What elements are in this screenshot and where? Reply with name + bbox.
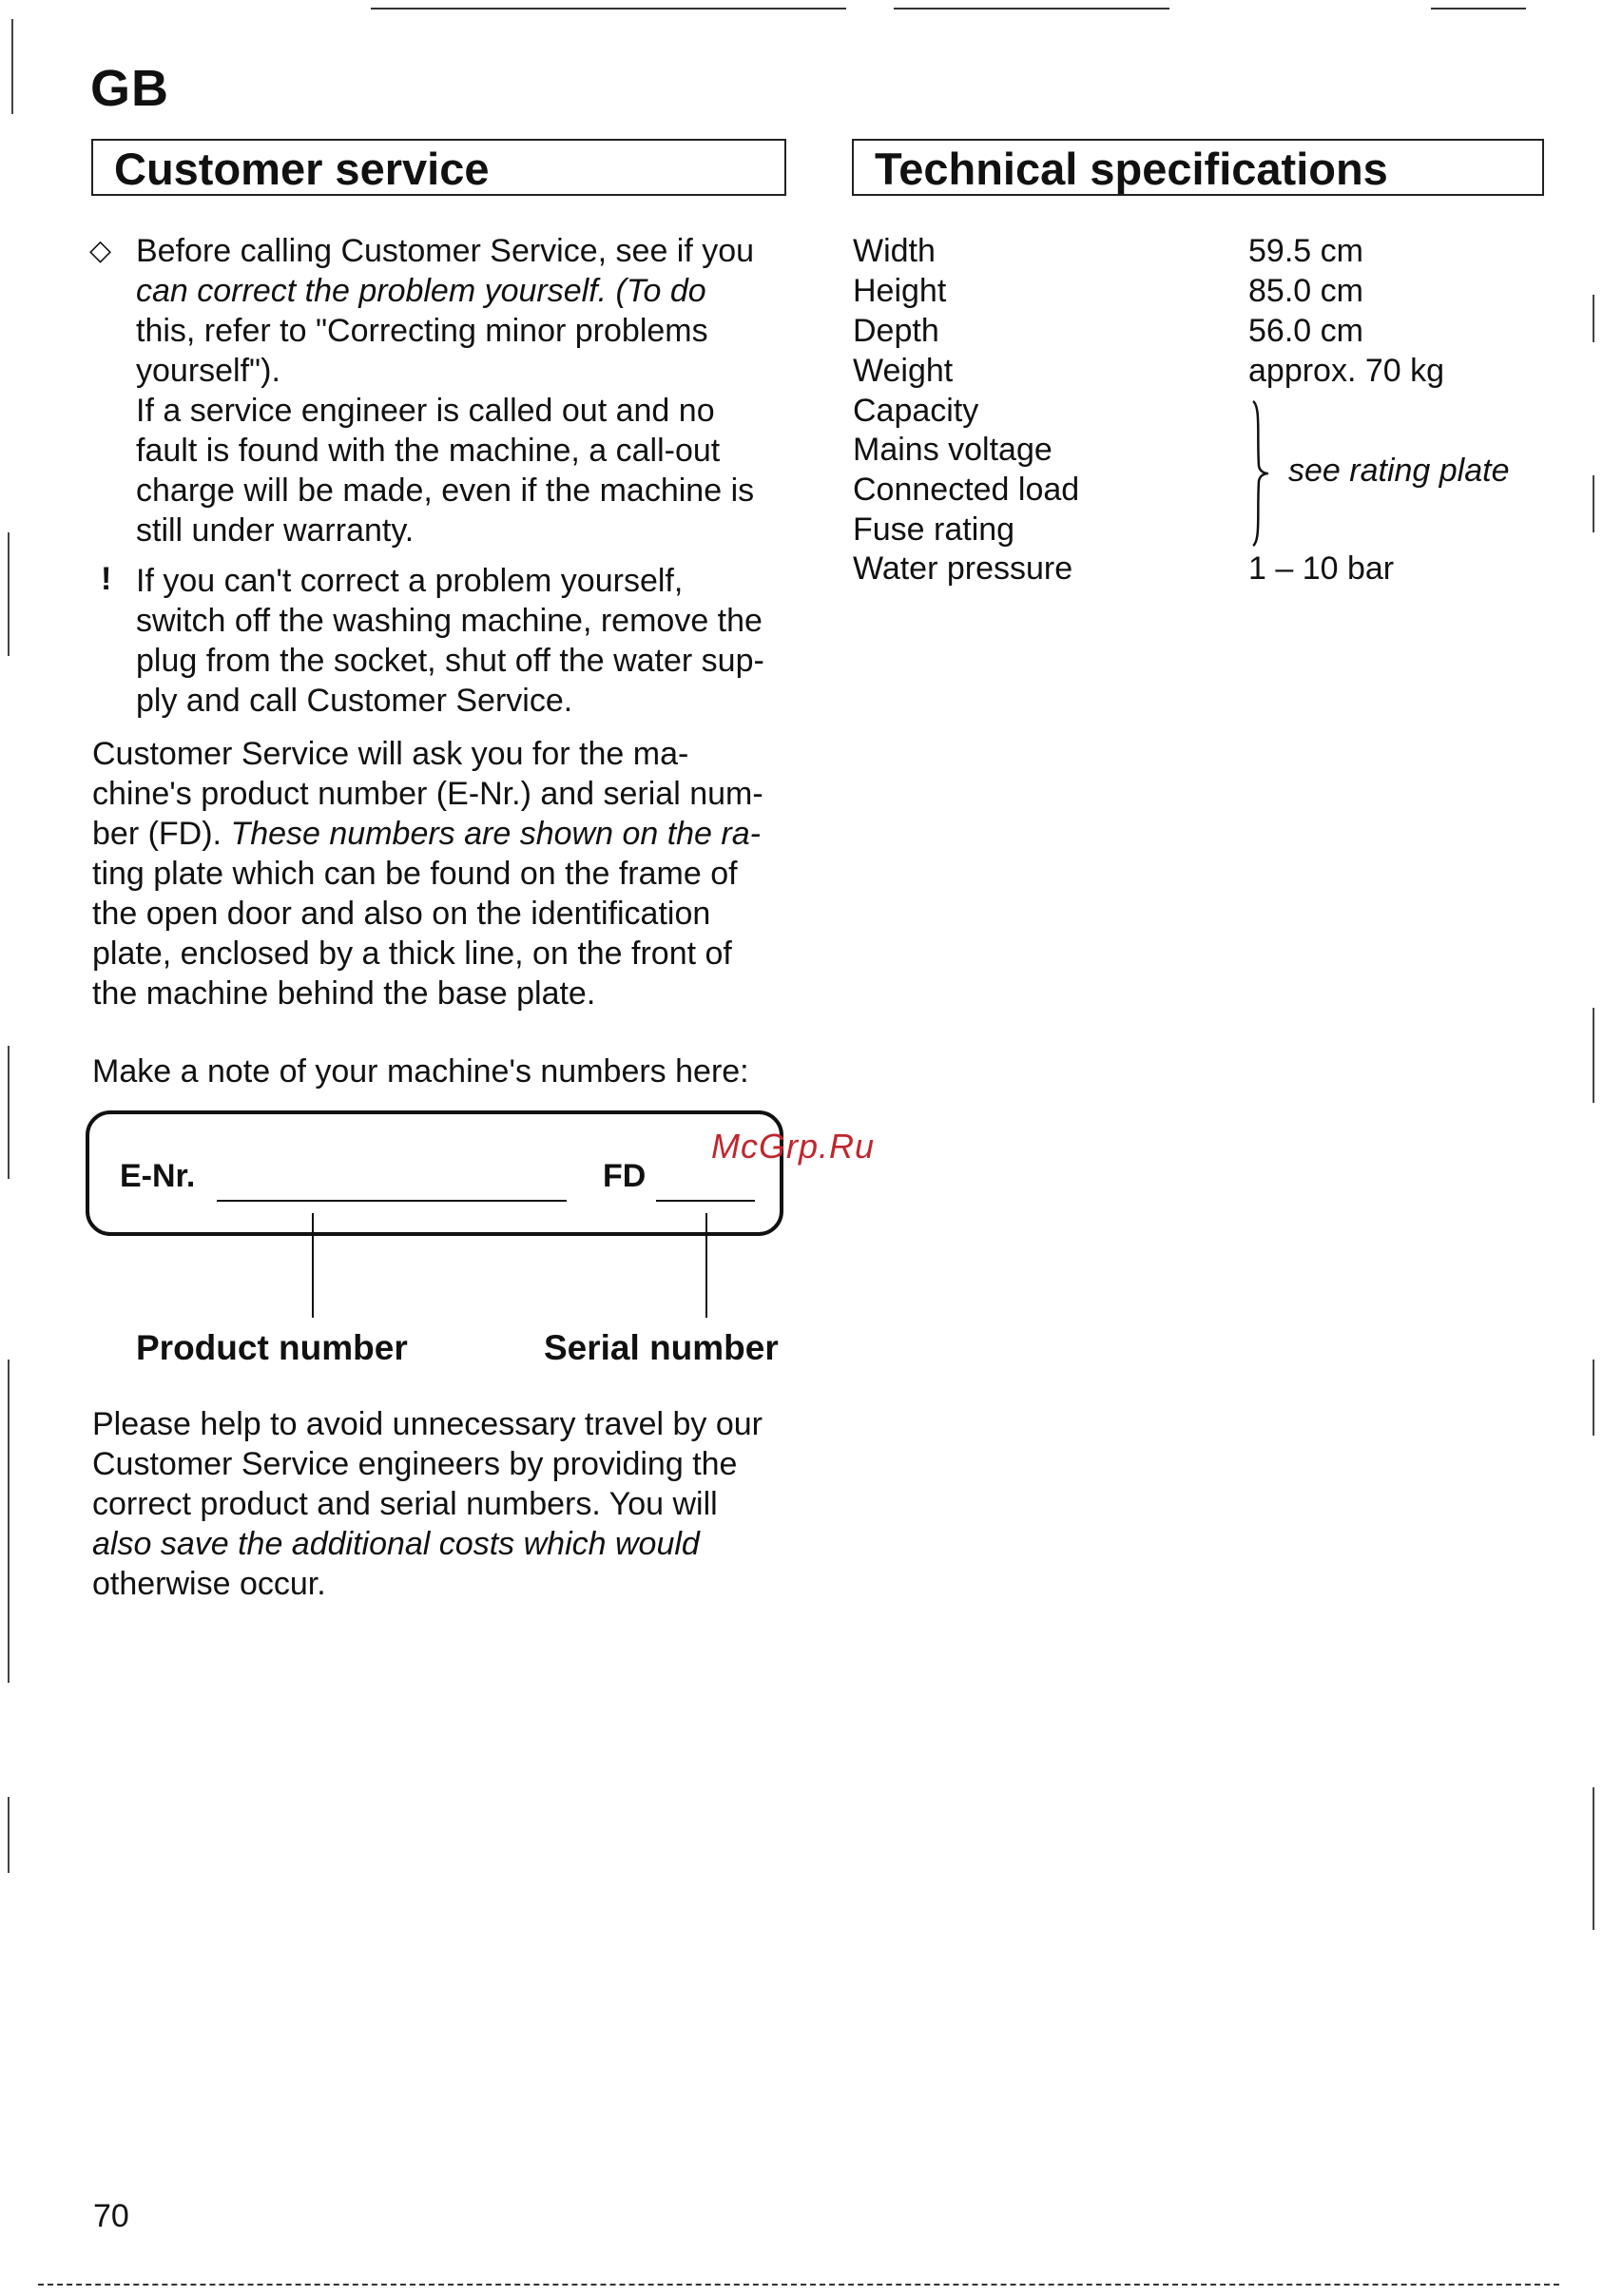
spec-label-fuse-rating: Fuse rating xyxy=(853,511,1015,548)
bullet1-line: If a service engineer is called out and no xyxy=(136,393,715,429)
spec-value-weight: approx. 70 kg xyxy=(1248,353,1445,389)
bullet1-line: fault is found with the machine, a call-out xyxy=(136,433,721,469)
fd-label: FD xyxy=(603,1158,647,1194)
bullet2-line: switch off the washing machine, remove the xyxy=(136,603,763,639)
left-edge-mark-2 xyxy=(8,532,10,656)
para1-line: the open door and also on the identification xyxy=(92,896,711,932)
para2-line: Customer Service engineers by providing the xyxy=(92,1446,738,1482)
serial-number-pointer xyxy=(705,1213,707,1318)
para1-line: the machine behind the base plate. xyxy=(92,975,596,1012)
spec-value-height: 85.0 cm xyxy=(1248,273,1363,309)
para1-line: Customer Service will ask you for the ma- xyxy=(92,736,689,772)
right-edge-mark-5 xyxy=(1593,1787,1594,1930)
product-number-pointer xyxy=(312,1213,314,1318)
bullet2-line: ply and call Customer Service. xyxy=(136,683,573,719)
para1-line: ting plate which can be found on the frame of xyxy=(92,856,738,892)
bullet1-line: still under warranty. xyxy=(136,512,415,549)
technical-specifications-title: Technical specifications xyxy=(875,144,1388,194)
product-number-paragraph xyxy=(92,734,805,1013)
spec-label-height: Height xyxy=(853,273,947,309)
diamond-bullet-icon: ◇ xyxy=(89,235,112,266)
spec-label-water-pressure: Water pressure xyxy=(853,550,1073,587)
technical-specifications-heading xyxy=(852,139,1544,196)
language-code: GB xyxy=(90,60,169,117)
serial-number-label: Serial number xyxy=(544,1328,779,1367)
para2-line: otherwise occur. xyxy=(92,1566,326,1602)
para2-line: Please help to avoid unnecessary travel by our xyxy=(92,1406,763,1442)
fd-entry-line[interactable] xyxy=(656,1200,755,1202)
enr-label: E-Nr. xyxy=(120,1158,196,1194)
bottom-rule xyxy=(38,2284,1559,2286)
product-number-label: Product number xyxy=(136,1328,408,1367)
curly-brace-icon xyxy=(1244,397,1272,550)
para1-line3b: These numbers are shown on the ra- xyxy=(230,816,761,852)
bullet2-line: If you can't correct a problem yourself, xyxy=(136,563,684,599)
bullet-before-calling xyxy=(136,231,802,550)
top-rule-3 xyxy=(1431,8,1526,10)
top-rule-1 xyxy=(371,8,846,10)
right-edge-mark-1 xyxy=(1593,295,1594,342)
bullet1-line: this, refer to "Correcting minor problems xyxy=(136,313,708,349)
para2-line: also save the additional costs which would xyxy=(92,1526,700,1562)
spec-label-mains-voltage: Mains voltage xyxy=(853,432,1053,468)
customer-service-title: Customer service xyxy=(114,144,490,194)
see-rating-plate-note: see rating plate xyxy=(1288,453,1510,489)
para1-line3a: ber (FD). xyxy=(92,816,231,852)
spec-label-capacity: Capacity xyxy=(853,393,979,429)
spec-value-water-pressure: 1 – 10 bar xyxy=(1248,550,1395,587)
page-number: 70 xyxy=(93,2198,129,2234)
exclamation-icon: ! xyxy=(101,561,112,597)
spec-value-depth: 56.0 cm xyxy=(1248,313,1363,349)
bullet1-line: can correct the problem yourself. (To do xyxy=(136,273,706,309)
left-edge-mark-4 xyxy=(8,1360,10,1683)
spec-value-width: 59.5 cm xyxy=(1248,233,1363,269)
left-edge-mark-5 xyxy=(8,1797,10,1873)
bullet-cant-correct xyxy=(136,561,802,721)
enr-entry-line[interactable] xyxy=(217,1200,567,1202)
spec-label-depth: Depth xyxy=(853,313,939,349)
note-prompt: Make a note of your machine's numbers here: xyxy=(92,1053,749,1090)
bullet1-line: charge will be made, even if the machine is xyxy=(136,473,755,509)
para1-line: chine's product number (E-Nr.) and serial num- xyxy=(92,776,763,812)
para1-line xyxy=(92,814,805,854)
right-edge-mark-2 xyxy=(1593,475,1594,532)
customer-service-heading xyxy=(91,139,786,196)
spec-label-width: Width xyxy=(853,233,936,269)
bullet1-line: yourself"). xyxy=(136,353,280,389)
left-edge-mark-1 xyxy=(11,19,13,114)
spec-label-weight: Weight xyxy=(853,353,954,389)
para2-line: correct product and serial numbers. You will xyxy=(92,1486,718,1522)
bullet2-line: plug from the socket, shut off the water sup- xyxy=(136,643,764,679)
avoid-travel-paragraph xyxy=(92,1404,815,1604)
top-rule-2 xyxy=(894,8,1169,10)
right-edge-mark-3 xyxy=(1593,1008,1594,1103)
bullet1-line: Before calling Customer Service, see if you xyxy=(136,233,755,269)
left-edge-mark-3 xyxy=(8,1046,10,1179)
watermark: McGrp.Ru xyxy=(711,1127,876,1166)
spec-label-connected-load: Connected load xyxy=(853,472,1080,508)
right-edge-mark-4 xyxy=(1593,1360,1594,1436)
para1-line: plate, enclosed by a thick line, on the front of xyxy=(92,936,732,972)
